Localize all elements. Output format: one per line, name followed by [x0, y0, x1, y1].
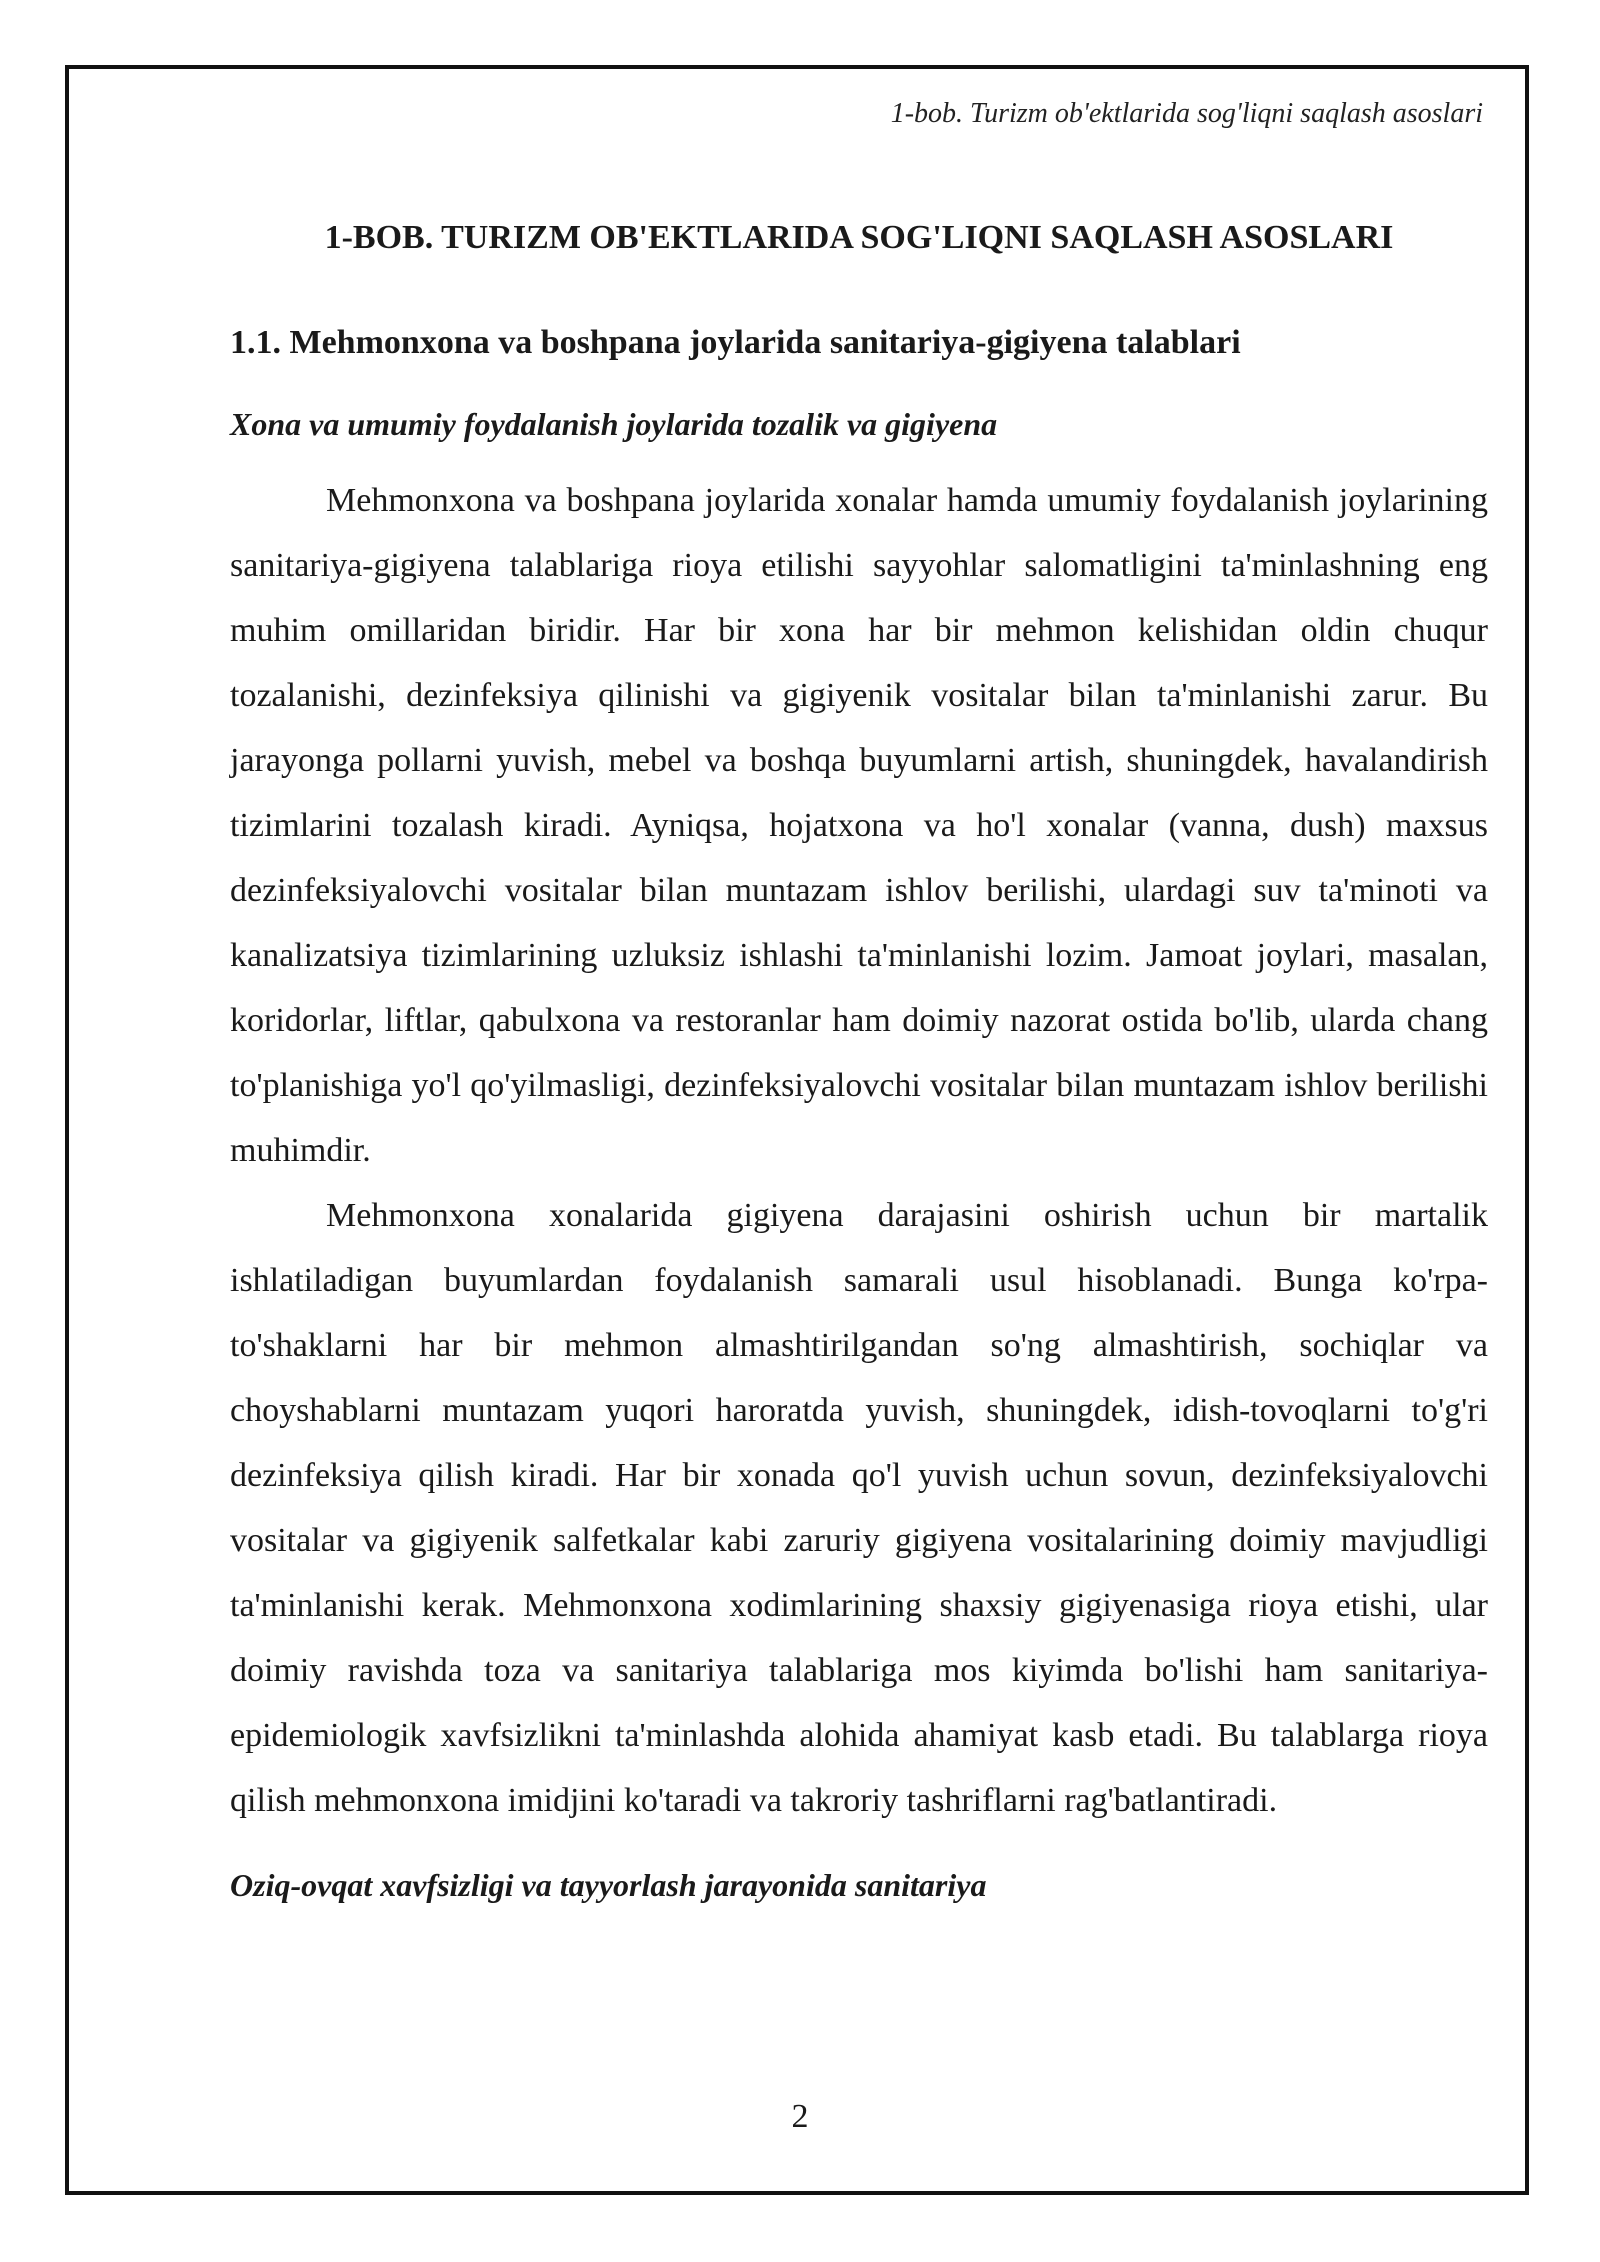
- section-title: 1.1. Mehmonxona va boshpana joylarida sanitariya-gigiyena talablari: [230, 324, 1241, 361]
- body-paragraph: Mehmonxona xonalarida gigiyena darajasini oshirish uchun bir martalik ishlatiladigan buyumlardan foydalanish samarali usul hisoblanadi. Bunga ko'rpa-to'shaklarni har bir mehmon almashtirilgandan so'ng almashtirish, sochiqlar va choyshablarni muntazam yuqori haroratda yuvish, shuningdek, idish-tovoqlarni to'g'ri dezinfeksiya qilish kiradi. Har bir xonada qo'l yuvish uchun sovun, dezinfeksiyalovchi vositalar va gigiyenik salfetkalar kabi zaruriy gigiyena vositalarining doimiy mavjudligi ta'minlanishi kerak. Mehmonxona xodimlarining shaxsiy gigiyenasiga rioya etishi, ular doimiy ravishda toza va sanitariya talablariga mos kiyimda bo'lishi ham sanitariya-epidemiologik xavfsizlikni ta'minlashda alohida ahamiyat kasb etadi. Bu talablarga rioya qilish mehmonxona imidjini ko'taradi va takroriy tashriflarni rag'batlantiradi.: [230, 1197, 1488, 1819]
- subsection-title: Xona va umumiy foydalanish joylarida tozalik va gigiyena: [230, 406, 998, 442]
- page-number: 2: [791, 2098, 809, 2135]
- page-content: [230, 210, 1488, 1915]
- running-header: 1-bob. Turizm ob'ektlarida sog'liqni saqlash asoslari: [890, 98, 1483, 129]
- subsection-title: Oziq-ovqat xavfsizligi va tayyorlash jarayonida sanitariya: [230, 1867, 987, 1903]
- chapter-title: 1-BOB. TURIZM OB'EKTLARIDA SOG'LIQNI SAQLASH ASOSLARI: [324, 219, 1394, 256]
- body-paragraph: Mehmonxona va boshpana joylarida xonalar hamda umumiy foydalanish joylarining sanitariya-gigiyena talablariga rioya etilishi sayyohlar salomatligini ta'minlashning eng muhim omillaridan biridir. Har bir xona har bir mehmon kelishidan oldin chuqur tozalanishi, dezinfeksiya qilinishi va gigiyenik vositalar bilan ta'minlanishi zarur. Bu jarayonga pollarni yuvish, mebel va boshqa buyumlarni artish, shuningdek, havalandirish tizimlarini tozalash kiradi. Ayniqsa, hojatxona va ho'l xonalar (vanna, dush) maxsus dezinfeksiyalovchi vositalar bilan muntazam ishlov berilishi, ulardagi suv ta'minoti va kanalizatsiya tizimlarining uzluksiz ishlashi ta'minlanishi lozim. Jamoat joylari, masalan, koridorlar, liftlar, qabulxona va restoranlar ham doimiy nazorat ostida bo'lib, ularda chang to'planishiga yo'l qo'yilmasligi, dezinfeksiyalovchi vositalar bilan muntazam ishlov berilishi muhimdir.: [230, 482, 1488, 1169]
